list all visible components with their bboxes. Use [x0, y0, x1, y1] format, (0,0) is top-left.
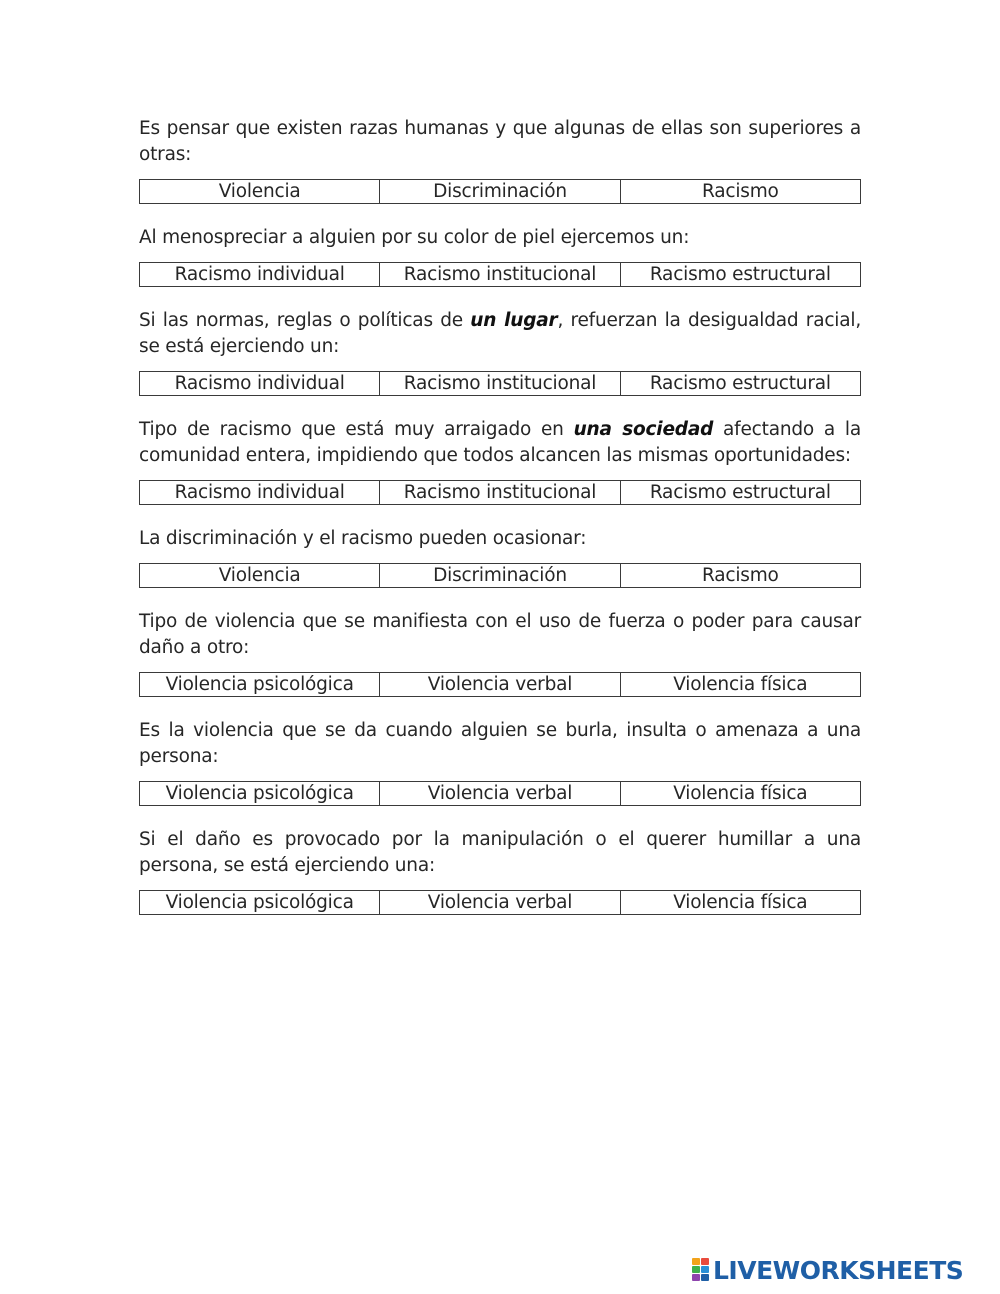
- option-violencia-fisica[interactable]: Violencia física: [673, 674, 808, 695]
- option-racismo-institucional[interactable]: Racismo institucional: [380, 263, 620, 286]
- question-7: Es la violencia que se da cuando alguien se burla, insulta o amenaza a una persona:: [139, 720, 861, 767]
- option-violencia-psicologica[interactable]: Violencia psicológica: [140, 673, 380, 696]
- question-8: Si el daño es provocado por la manipulación o el querer humillar a una persona, se está ejerciendo una:: [139, 829, 861, 876]
- option-racismo-estructural[interactable]: Racismo estructural: [649, 482, 831, 503]
- option-violencia-psicologica[interactable]: Violencia psicológica: [140, 782, 380, 805]
- emphasis-un-lugar: un lugar: [470, 310, 558, 331]
- liveworksheets-logo-icon: [692, 1258, 710, 1282]
- question-4: Tipo de racismo que está muy arraigado en una sociedad afectando a la comunidad entera, impidiendo que todos alcancen las mismas oportunidades:: [139, 419, 861, 466]
- options-row-6: [139, 672, 861, 697]
- option-violencia-fisica[interactable]: Violencia física: [673, 892, 808, 913]
- options-row-2: [139, 262, 861, 287]
- question-6: Tipo de violencia que se manifiesta con el uso de fuerza o poder para causar daño a otro:: [139, 611, 861, 658]
- options-row-8: [139, 890, 861, 915]
- option-violencia-verbal[interactable]: Violencia verbal: [380, 782, 620, 805]
- emphasis-una-sociedad: una sociedad: [573, 419, 714, 440]
- option-racismo[interactable]: Racismo: [701, 565, 779, 586]
- option-racismo-institucional[interactable]: Racismo institucional: [380, 481, 620, 504]
- options-row-3: [139, 371, 861, 396]
- options-row-4: [139, 480, 861, 505]
- option-violencia-verbal[interactable]: Violencia verbal: [380, 891, 620, 914]
- option-racismo-individual[interactable]: Racismo individual: [140, 263, 380, 286]
- option-discriminacion[interactable]: Discriminación: [380, 180, 620, 203]
- option-racismo-individual[interactable]: Racismo individual: [140, 481, 380, 504]
- option-violencia-psicologica[interactable]: Violencia psicológica: [140, 891, 380, 914]
- liveworksheets-logo: [692, 1256, 963, 1284]
- option-racismo-estructural[interactable]: Racismo estructural: [649, 373, 831, 394]
- option-violencia[interactable]: Violencia: [140, 564, 380, 587]
- worksheet: [139, 116, 861, 936]
- option-violencia-fisica[interactable]: Violencia física: [673, 783, 808, 804]
- question-5: La discriminación y el racismo pueden ocasionar:: [139, 528, 587, 549]
- option-racismo[interactable]: Racismo: [701, 181, 779, 202]
- option-violencia-verbal[interactable]: Violencia verbal: [380, 673, 620, 696]
- option-racismo-individual[interactable]: Racismo individual: [140, 372, 380, 395]
- options-row-5: [139, 563, 861, 588]
- option-violencia[interactable]: Violencia: [140, 180, 380, 203]
- question-3: Si las normas, reglas o políticas de un lugar, refuerzan la desigualdad racial, se está ejerciendo un:: [139, 310, 861, 357]
- question-1: Es pensar que existen razas humanas y que algunas de ellas son superiores a otras:: [139, 118, 861, 165]
- options-row-1: [139, 179, 861, 204]
- brand-name: LIVEWORKSHEETS: [713, 1255, 964, 1285]
- options-row-7: [139, 781, 861, 806]
- option-racismo-institucional[interactable]: Racismo institucional: [380, 372, 620, 395]
- option-discriminacion[interactable]: Discriminación: [380, 564, 620, 587]
- option-racismo-estructural[interactable]: Racismo estructural: [649, 264, 831, 285]
- question-2: Al menospreciar a alguien por su color de piel ejercemos un:: [139, 227, 690, 248]
